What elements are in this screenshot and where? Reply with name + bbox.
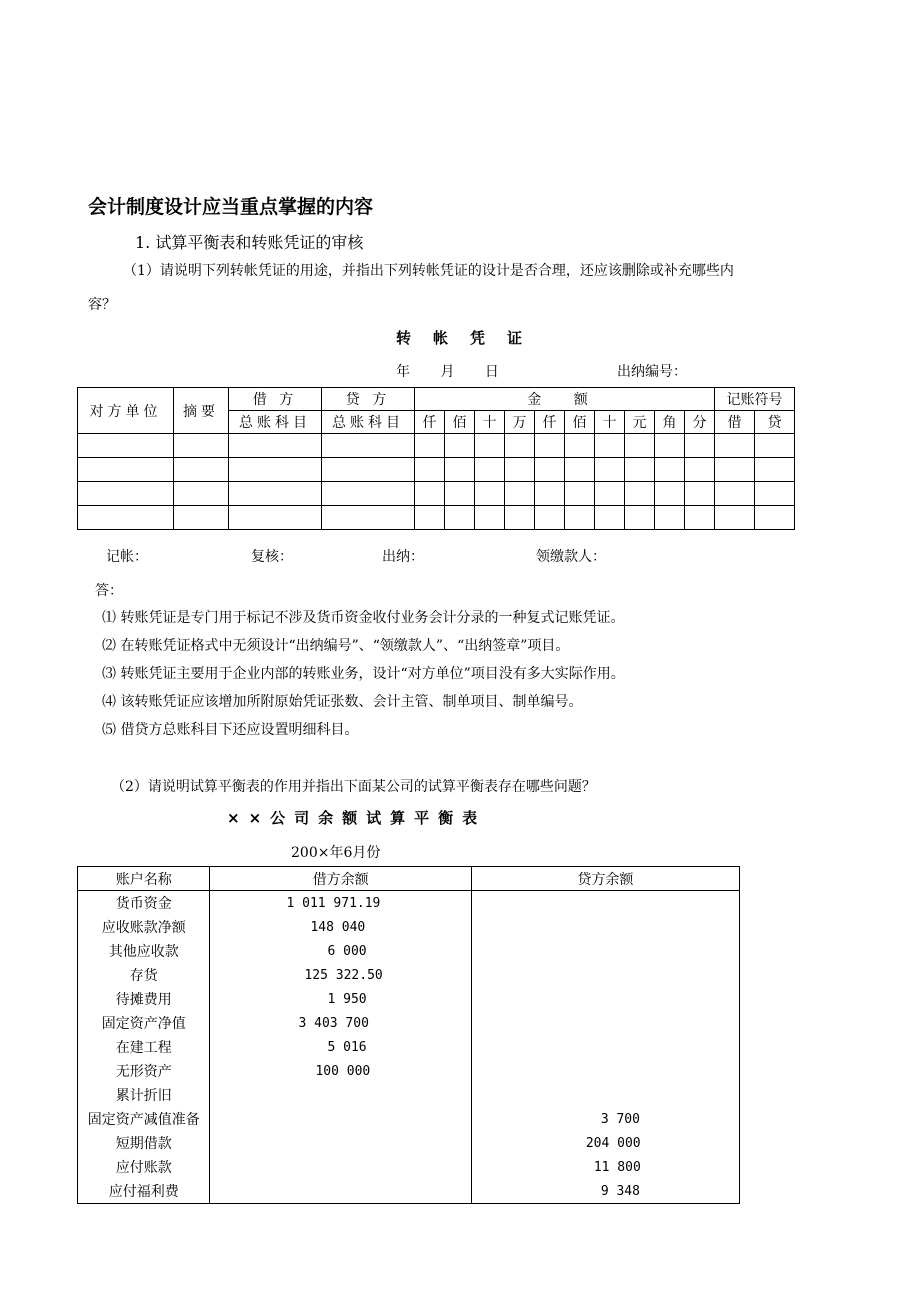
table-row [78,987,740,1011]
table-row [78,1083,740,1107]
header-mark-credit: 贷 [755,411,795,434]
header-posting-mark: 记账符号 [715,388,795,411]
header-debit-ledger: 总账科目 [229,411,322,434]
table-row [78,939,740,963]
voucher-empty-row [78,458,795,482]
debit-balance: 3 403 700 [210,1011,471,1035]
account-name: 无形资产 [78,1059,210,1083]
unit-yuan: 元 [625,411,655,434]
header-amount: 金 额 [415,388,715,411]
voucher-empty-row [78,482,795,506]
unit-bai-2: 佰 [565,411,595,434]
debit-balance: 100 000 [210,1059,471,1083]
account-name: 待摊费用 [78,987,210,1011]
table-row [78,1011,740,1035]
question-2: （2）请说明试算平衡表的作用并指出下面某公司的试算平衡表存在哪些问题？ [111,779,596,795]
unit-shi: 十 [475,411,505,434]
header-mark-debit: 借 [715,411,755,434]
table-row [78,915,740,939]
trial-balance-period: 200×年6月份 [291,845,381,861]
credit-balance [471,987,739,1011]
credit-balance [471,891,739,916]
column-debit-balance: 借方余额 [210,867,471,891]
table-row [78,891,740,916]
debit-balance: 1 950 [210,987,471,1011]
account-name: 短期借款 [78,1131,210,1155]
voucher-empty-row [78,506,795,530]
account-name: 应付账款 [78,1155,210,1179]
account-name: 固定资产减值准备 [78,1107,210,1131]
unit-jiao: 角 [655,411,685,434]
account-name: 在建工程 [78,1035,210,1059]
answer-item-1: ⑴ 转账凭证是专门用于标记不涉及货币资金收付业务会计分录的一种复式记账凭证。 [102,610,625,626]
header-credit: 贷 方 [322,388,415,411]
header-credit-ledger: 总账科目 [322,411,415,434]
account-name: 其他应收款 [78,939,210,963]
document-title: 会计制度设计应当重点掌握的内容 [88,196,374,218]
table-row [78,1179,740,1204]
answer-item-4: ⑷ 该转账凭证应该增加所附原始凭证张数、会计主管、制单项目、制单编号。 [102,694,583,710]
column-credit-balance: 贷方余额 [471,867,739,891]
debit-balance [210,1083,471,1107]
header-summary: 摘要 [174,388,229,434]
debit-balance: 6 000 [210,939,471,963]
voucher-date: 年 月 日 [396,364,499,380]
credit-balance: 11 800 [471,1155,739,1179]
table-row [78,1035,740,1059]
unit-wan: 万 [505,411,535,434]
credit-balance [471,915,739,939]
header-counterparty: 对方单位 [78,388,174,434]
answer-item-5: ⑸ 借贷方总账科目下还应设置明细科目。 [102,722,359,738]
credit-balance [471,1083,739,1107]
debit-balance: 1 011 971.19 [210,891,471,916]
account-name: 固定资产净值 [78,1011,210,1035]
account-name: 应付福利费 [78,1179,210,1204]
signature-cashier: 出纳： [382,549,424,565]
debit-balance [210,1155,471,1179]
unit-qian: 仟 [415,411,445,434]
unit-qian-2: 仟 [535,411,565,434]
credit-balance [471,1059,739,1083]
section-heading: 1. 试算平衡表和转账凭证的审核 [135,233,364,252]
debit-balance: 148 040 [210,915,471,939]
debit-balance: 5 016 [210,1035,471,1059]
voucher-number-label: 出纳编号： [617,364,687,380]
voucher-title: 转帐凭证 [396,329,545,347]
account-name: 货币资金 [78,891,210,916]
credit-balance [471,1035,739,1059]
unit-bai: 佰 [445,411,475,434]
table-row [78,1131,740,1155]
credit-balance [471,963,739,987]
answer-item-3: ⑶ 转账凭证主要用于企业内部的转账业务，设计“对方单位”项目没有多大实际作用。 [102,666,625,682]
question-1-line-2: 容？ [88,297,116,313]
unit-shi-2: 十 [595,411,625,434]
trial-balance-table [77,866,740,1204]
debit-balance [210,1131,471,1155]
account-name: 存货 [78,963,210,987]
credit-balance: 3 700 [471,1107,739,1131]
account-name: 累计折旧 [78,1083,210,1107]
signature-bookkeeper: 记帐： [106,549,148,565]
credit-balance [471,1011,739,1035]
table-row [78,963,740,987]
column-account-name: 账户名称 [78,867,210,891]
table-row [78,1155,740,1179]
transfer-voucher-table [77,387,795,530]
answer-label: 答： [95,583,123,599]
debit-balance: 125 322.50 [210,963,471,987]
voucher-empty-row [78,434,795,458]
table-row [78,1059,740,1083]
trial-balance-title: ××公司余额试算平衡表 [227,809,487,827]
credit-balance: 9 348 [471,1179,739,1204]
question-1-line-1: （1）请说明下列转帐凭证的用途，并指出下列转帐凭证的设计是否合理，还应该删除或补充哪些内 [123,263,734,279]
signature-reviewer: 复核： [251,549,293,565]
answer-item-2: ⑵ 在转账凭证格式中无须设计“出纳编号”、“领缴款人”、“出纳签章”项目。 [102,638,570,654]
signature-payee: 领缴款人： [536,549,606,565]
account-name: 应收账款净额 [78,915,210,939]
header-debit: 借 方 [229,388,322,411]
credit-balance: 204 000 [471,1131,739,1155]
table-row [78,1107,740,1131]
unit-fen: 分 [685,411,715,434]
debit-balance [210,1179,471,1204]
credit-balance [471,939,739,963]
debit-balance [210,1107,471,1131]
